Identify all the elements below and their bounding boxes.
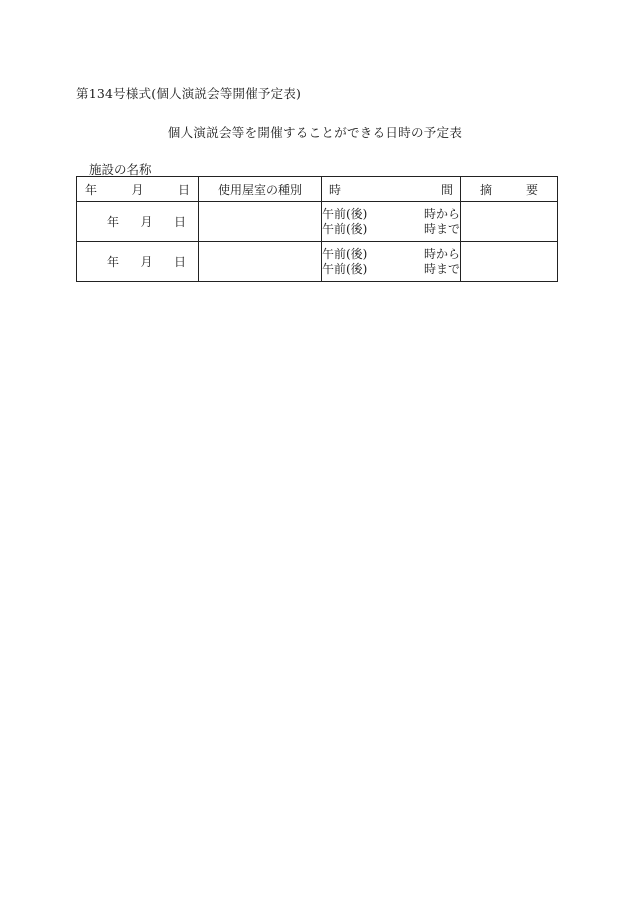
time-from-line xyxy=(322,207,460,222)
time-from-prefix: 午前(後) xyxy=(322,246,368,261)
room-type-cell[interactable] xyxy=(199,242,322,282)
date-day: 日 xyxy=(173,255,186,269)
table-row xyxy=(77,242,558,282)
time-from-prefix: 午前(後) xyxy=(322,206,368,221)
header-month: 月 xyxy=(131,182,144,197)
header-notes-left: 摘 xyxy=(480,182,493,197)
date-year: 年 xyxy=(107,215,120,229)
facility-name-label: 施設の名称 xyxy=(89,162,152,177)
time-to-line xyxy=(322,222,460,237)
header-notes-right: 要 xyxy=(525,182,538,197)
notes-cell[interactable] xyxy=(461,242,558,282)
time-to-suffix: 時まで xyxy=(423,221,460,236)
header-date xyxy=(77,177,199,202)
date-month: 月 xyxy=(140,255,153,269)
header-notes xyxy=(461,177,558,202)
header-room-type: 使用屋室の種別 xyxy=(199,177,322,202)
table-header-row xyxy=(77,177,558,202)
schedule-table xyxy=(76,176,558,282)
time-to-prefix: 午前(後) xyxy=(322,261,368,276)
header-time-right: 間 xyxy=(440,182,453,197)
document-title: 個人演説会等を開催することができる日時の予定表 xyxy=(167,125,463,140)
form-number: 第134号様式(個人演説会等開催予定表) xyxy=(76,86,302,101)
time-to-line xyxy=(322,262,460,277)
header-time xyxy=(322,177,461,202)
room-type-cell[interactable] xyxy=(199,202,322,242)
date-cell[interactable] xyxy=(77,202,199,242)
table-row xyxy=(77,202,558,242)
time-from-line xyxy=(322,247,460,262)
time-from-suffix: 時から xyxy=(423,206,460,221)
header-day: 日 xyxy=(177,182,190,197)
time-cell[interactable] xyxy=(322,202,461,242)
date-year: 年 xyxy=(107,255,120,269)
header-year: 年 xyxy=(85,182,98,197)
date-month: 月 xyxy=(140,215,153,229)
notes-cell[interactable] xyxy=(461,202,558,242)
time-from-suffix: 時から xyxy=(423,246,460,261)
time-cell[interactable] xyxy=(322,242,461,282)
time-to-prefix: 午前(後) xyxy=(322,221,368,236)
date-day: 日 xyxy=(173,215,186,229)
header-time-left: 時 xyxy=(329,182,342,197)
date-cell[interactable] xyxy=(77,242,199,282)
time-to-suffix: 時まで xyxy=(423,261,460,276)
